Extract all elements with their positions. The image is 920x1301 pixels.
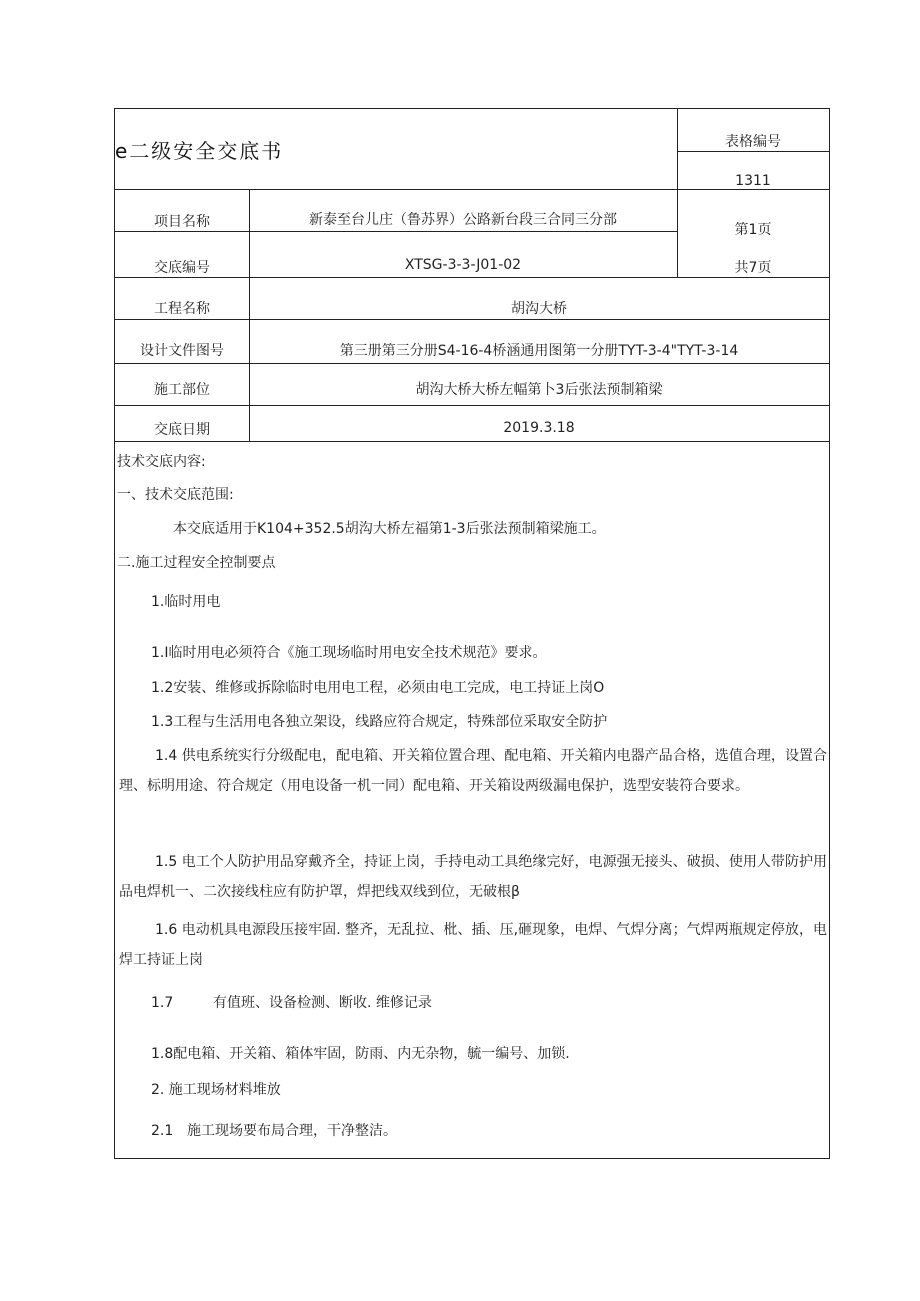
row-divider — [115, 231, 677, 232]
item2-1-number: 2.1 — [151, 1123, 174, 1139]
section1-text: 本交底适用于K104+352.5胡沟大桥左福第1-3后张法预制箱梁施工。 — [173, 521, 606, 537]
item1-6: 1.6 电动机具电源段压接牢固. 整齐，无乱拉、枇、插、压,砸现象，电焊、气焊分离；气焊两瓶规定停放，电焊工持证上岗 — [119, 922, 827, 968]
disclosure-number-value: XTSG-3-3-J01-02 — [404, 257, 522, 273]
page-current: 第1页 — [734, 222, 772, 238]
item1-7-number: 1.7 — [151, 995, 174, 1011]
item2-title: 2. 施工现场材料堆放 — [151, 1082, 281, 1098]
disclosure-number-label: 交底编号 — [154, 260, 210, 276]
item1-5: 1.5 电工个人防护用品穿戴齐全，持证上岗，手持电动工具绝缘完好，电源强无接头、破损、使用人带防护用品电焊机一、二次接线柱应有防护罩，焊把线双线到位，无破根β — [119, 854, 827, 900]
row-divider — [115, 189, 829, 190]
disclosure-form — [114, 108, 830, 1159]
item2-1-text: 施工现场要布局合理，干净整洁。 — [187, 1123, 397, 1139]
section1-title: 一、技术交底范围: — [117, 487, 234, 503]
content-heading: 技术交底内容: — [117, 454, 206, 470]
section2-title: 二.施工过程安全控制要点 — [117, 555, 276, 571]
construction-part-value: 胡沟大桥大桥左幅第卜3后张法预制箱梁 — [415, 382, 663, 398]
row-divider — [115, 405, 829, 406]
disclosure-date-label: 交底日期 — [154, 422, 210, 438]
item1-7-text: 有值班、设备检测、断收. 维修记录 — [213, 995, 432, 1011]
engineering-name-label: 工程名称 — [154, 301, 210, 317]
row-divider — [115, 277, 829, 278]
row-divider — [115, 441, 829, 442]
page-title: e二级安全交底书 — [115, 139, 284, 163]
project-name-value: 新泰至台儿庄（鲁苏界）公路新台段三合同三分部 — [309, 212, 617, 228]
design-doc-label: 设计文件图号 — [140, 343, 224, 359]
engineering-name-value: 胡沟大桥 — [511, 301, 567, 317]
item1-8: 1.8配电箱、开关箱、箱体牢固，防雨、内无杂物，毓一编号、加锁. — [151, 1046, 570, 1062]
form-number-value: 1311 — [735, 173, 771, 189]
page-total: 共7页 — [734, 260, 772, 276]
item1-title: 1.临时用电 — [151, 594, 221, 610]
item1-3: 1.3工程与生活用电各独立架设，线路应符合规定，特殊部位采取安全防护 — [151, 714, 608, 730]
form-number-label: 表格编号 — [725, 134, 781, 150]
construction-part-label: 施工部位 — [154, 382, 210, 398]
disclosure-date-value: 2019.3.18 — [503, 420, 575, 436]
project-name-label: 项目名称 — [154, 214, 210, 230]
item1-4: 1.4 供电系统实行分级配电，配电箱、开关箱位置合理、配电箱、开关箱内电器产品合格，选值合理，设置合理、标明用途、符合规定（用电设备一机一同）配电箱、开关箱设两级漏电保护，选型安装符合要求。 — [119, 748, 827, 794]
design-doc-value: 第三册第三分册S4-16-4桥涵通用图第一分册TYT-3-4"TYT-3-14 — [339, 343, 739, 359]
item1-1: 1.I临时用电必须符合《施工现场临时用电安全技术规范》要求。 — [151, 645, 547, 661]
row-divider — [115, 319, 829, 320]
item1-2: 1.2安装、维修或拆除临时电用电工程，必须由电工完成，电工持证上岗O — [151, 680, 605, 696]
row-divider — [115, 363, 829, 364]
row-divider — [677, 151, 829, 152]
